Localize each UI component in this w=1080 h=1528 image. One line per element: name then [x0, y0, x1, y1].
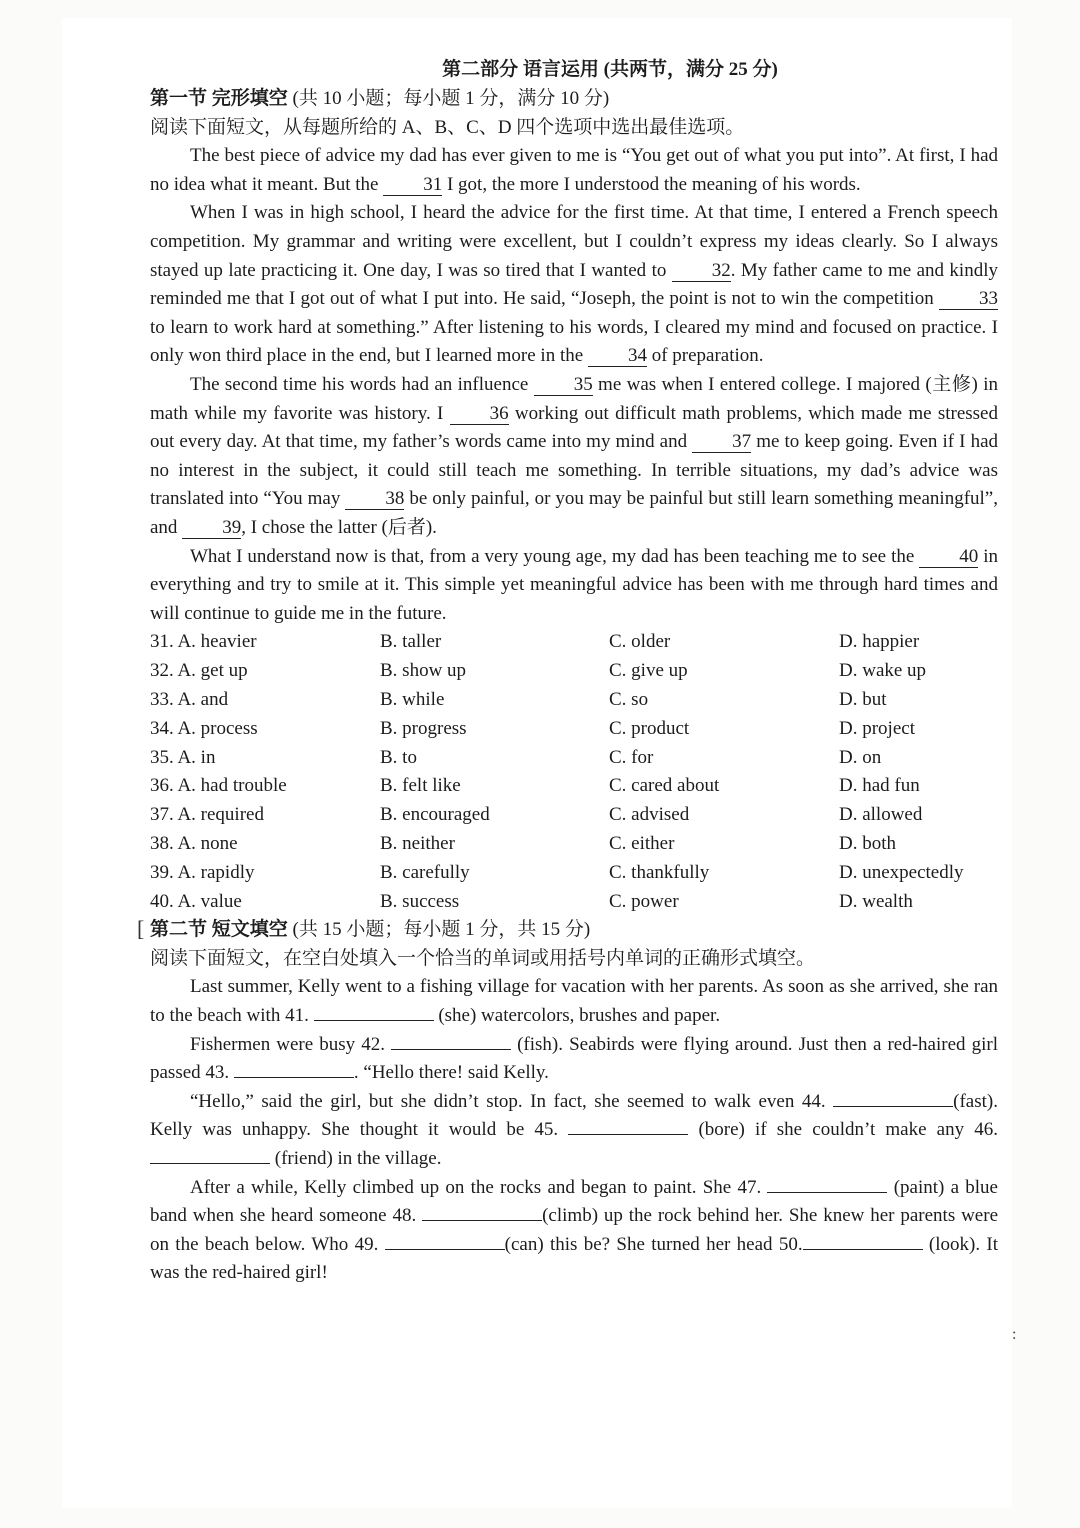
option-a: 37. A. required — [150, 804, 264, 826]
cloze-paragraph-1 — [150, 142, 998, 199]
option-row — [150, 859, 998, 888]
section1-heading — [150, 85, 998, 114]
option-row — [150, 686, 998, 715]
blank-41 — [314, 1020, 434, 1021]
option-b: B. to — [380, 746, 417, 768]
option-row — [150, 657, 998, 686]
text-span: . “Hello there! said Kelly. — [353, 1062, 549, 1084]
option-d: D. wealth — [839, 890, 913, 912]
blank-45 — [568, 1134, 688, 1135]
section1-heading-label: 第一节 完形填空 — [150, 88, 288, 109]
margin-dots-mark: : — [1012, 1326, 1017, 1343]
text-span: (friend) in the village. — [270, 1148, 442, 1169]
fill-paragraph-1 — [150, 973, 998, 1030]
text-span: The best piece of advice my dad has ever given to me is “You get out of what you put into”. At first, I had no idea what it meant. But the — [150, 145, 998, 195]
text-span: working out difficult math problems, which made me stressed out every day. At that time, my father’s words came into my mind and — [150, 402, 998, 453]
margin-bracket-mark: [ — [137, 916, 145, 941]
text-span: I got, the more I understood the meaning of his words. — [442, 173, 861, 195]
option-c: C. so — [609, 688, 649, 710]
blank-43 — [234, 1077, 354, 1078]
section2-heading-detail: (共 15 小题；每小题 1 分，共 15 分) — [287, 919, 591, 941]
page-title: 第二部分 语言运用 (共两节，满分 25 分) — [442, 59, 778, 80]
option-d: D. happier — [839, 631, 920, 653]
text-span: be only painful, or you may be painful but still learn something meaningful”, and — [150, 488, 998, 538]
blank-48 — [422, 1220, 542, 1221]
blank-50 — [803, 1249, 923, 1250]
section1-heading-detail: (共 10 小题；每小题 1 分，满分 10 分) — [287, 88, 610, 109]
text-span: to learn to work hard at something.” After listening to his words, I cleared my mind and focused on practice. I only won third place in the end, but I learned more in the — [150, 316, 998, 367]
option-c: C. advised — [609, 804, 690, 826]
option-row — [150, 801, 998, 830]
blank-34: 34 — [588, 346, 647, 367]
option-a: 39. A. rapidly — [150, 861, 255, 883]
text-span: When I was in high school, I heard the advice for the first time. At that time, I entered a French speech competition. My grammar and writing were excellent, but I couldn’t express my ideas clearly. So I always stayed up late practicing it. One day, I was so tired that I wanted to — [150, 202, 998, 281]
blank-33: 33 — [939, 289, 998, 310]
option-c: C. product — [609, 717, 690, 739]
text-span: me to keep going. Even if I had no interest in the subject, it could still teach me something. In terrible situations, my dad’s advice was translated into “You may — [150, 431, 998, 510]
option-c: C. for — [609, 746, 654, 768]
blank-39: 39 — [182, 518, 241, 539]
section2-instruction: 阅读下面短文，在空白处填入一个恰当的单词或用括号内单词的正确形式填空。 — [150, 947, 816, 969]
blank-36: 36 — [450, 404, 509, 425]
text-span: . My father came to me and kindly reminded me that I got out of what I put into. He said, “Joseph, the point is not to win the competition — [150, 259, 998, 310]
text-span: (climb) up the rock behind her. She knew her parents were on the beach below. Who 49. — [150, 1205, 999, 1255]
option-b: B. success — [380, 890, 460, 912]
section1-instruction: 阅读下面短文，从每题所给的 A、B、C、D 四个选项中选出最佳选项。 — [150, 116, 745, 138]
option-a: 31. A. heavier — [150, 631, 257, 653]
blank-47 — [767, 1192, 887, 1193]
option-b: B. taller — [380, 631, 442, 653]
option-d: D. but — [839, 688, 887, 710]
option-row — [150, 830, 998, 859]
option-c: C. either — [609, 832, 675, 854]
text-span: “Hello,” said the girl, but she didn’t stop. In fact, she seemed to walk even 44. — [190, 1090, 834, 1112]
cloze-paragraph-3 — [150, 371, 998, 543]
option-a: 40. A. value — [150, 890, 242, 912]
option-c: C. give up — [609, 660, 688, 682]
option-d: D. on — [839, 746, 882, 768]
text-span: (paint) a blue band when she heard someone 48. — [150, 1176, 998, 1227]
text-span: in everything and try to smile at it. This simple yet meaningful advice has been with me through hard times and will continue to guide me in the future. — [150, 545, 998, 624]
option-b: B. show up — [380, 660, 467, 682]
section2-heading — [150, 916, 998, 945]
option-c: C. power — [609, 890, 679, 912]
option-b: B. progress — [380, 717, 467, 739]
section2-heading-label: 第二节 短文填空 — [150, 919, 288, 941]
option-row — [150, 772, 998, 801]
text-span: Last summer, Kelly went to a fishing village for vacation with her parents. As soon as she arrived, she ran to the beach with 41. — [150, 976, 998, 1027]
option-b: B. encouraged — [380, 804, 490, 826]
option-a: 35. A. in — [150, 746, 216, 768]
option-d: D. allowed — [839, 804, 923, 826]
option-b: B. while — [380, 688, 445, 710]
text-span: After a while, Kelly climbed up on the rocks and began to paint. She 47. — [190, 1176, 768, 1198]
blank-40: 40 — [919, 547, 978, 568]
cloze-paragraph-2 — [150, 199, 998, 371]
text-span: (bore) if she couldn’t make any 46. — [688, 1119, 998, 1141]
option-d: D. project — [839, 717, 915, 739]
text-span: (can) this be? She turned her head 50. — [504, 1233, 803, 1255]
option-c: C. cared about — [609, 775, 720, 797]
option-row — [150, 887, 998, 916]
blank-44 — [833, 1106, 953, 1107]
option-a: 33. A. and — [150, 688, 229, 710]
text-span: (she) watercolors, brushes and paper. — [433, 1005, 721, 1027]
text-span: (fast). Kelly was unhappy. She thought it would be 45. — [150, 1090, 998, 1141]
text-span: (fish). Seabirds were flying around. Just then a red-haired girl passed 43. — [150, 1033, 998, 1084]
option-d: D. both — [839, 832, 896, 854]
option-d: D. had fun — [839, 775, 920, 797]
answer-options — [150, 628, 998, 916]
option-c: C. older — [609, 631, 671, 653]
option-row — [150, 743, 998, 772]
option-row — [150, 628, 998, 657]
blank-38: 38 — [345, 489, 404, 510]
option-a: 36. A. had trouble — [150, 775, 287, 797]
option-d: D. wake up — [839, 660, 927, 682]
blank-42 — [391, 1049, 511, 1050]
blank-46 — [150, 1163, 270, 1164]
exam-content — [150, 56, 998, 1288]
option-b: B. carefully — [380, 861, 470, 883]
text-span: , I chose the latter (后者). — [241, 516, 437, 538]
fill-paragraph-4 — [150, 1174, 998, 1288]
option-d: D. unexpectedly — [839, 861, 964, 883]
blank-49 — [385, 1249, 505, 1250]
option-a: 34. A. process — [150, 717, 258, 739]
blank-35: 35 — [534, 375, 593, 396]
fill-paragraph-2 — [150, 1031, 998, 1088]
blank-32: 32 — [672, 261, 731, 282]
option-c: C. thankfully — [609, 861, 710, 883]
blank-37: 37 — [692, 432, 751, 453]
text-span: What I understand now is that, from a very young age, my dad has been teaching me to see the — [190, 545, 920, 567]
text-span: The second time his words had an influence — [190, 373, 534, 395]
blank-31: 31 — [383, 175, 442, 196]
text-span: (look). It was the red-haired girl! — [150, 1233, 998, 1284]
option-a: 38. A. none — [150, 832, 238, 854]
text-span: Fishermen were busy 42. — [190, 1033, 392, 1055]
cloze-paragraph-4 — [150, 543, 998, 629]
option-a: 32. A. get up — [150, 660, 248, 682]
fill-paragraph-3 — [150, 1088, 998, 1174]
text-span: me was when I entered college. I majored (主修) in math while my favorite was history. I — [150, 373, 999, 424]
option-b: B. neither — [380, 832, 455, 854]
option-b: B. felt like — [380, 775, 461, 797]
option-row — [150, 715, 998, 744]
text-span: of preparation. — [646, 345, 764, 367]
